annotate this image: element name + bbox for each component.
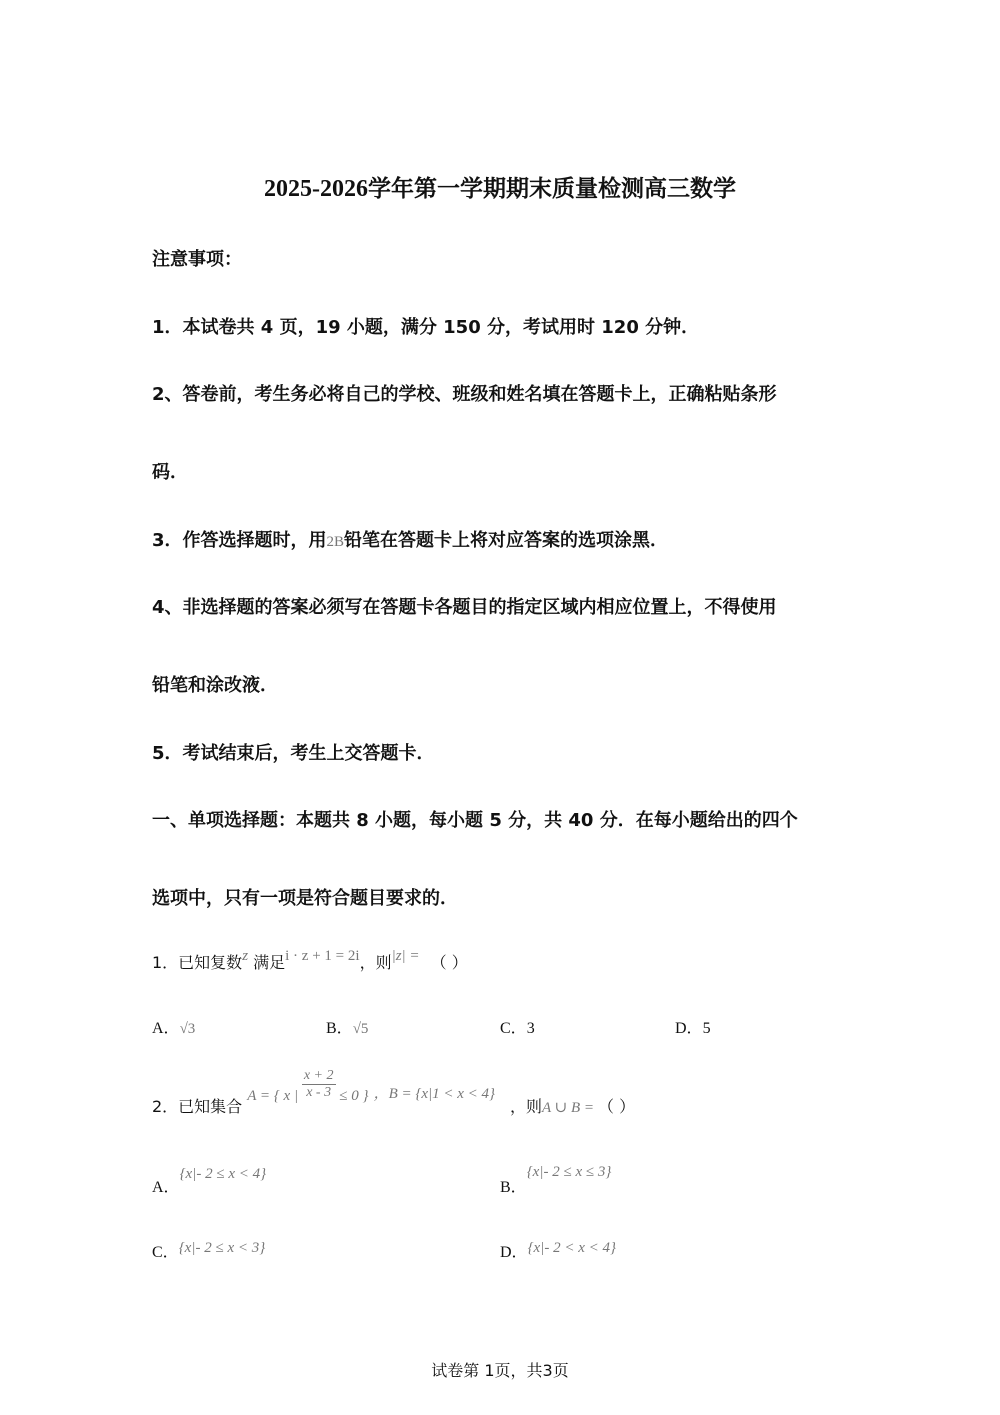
title-text: 学年第一学期期末质量检测高三数学 (368, 176, 736, 202)
note-3-pencil: 2B (326, 534, 345, 550)
q1-option-d-label: D． (675, 1020, 703, 1037)
q1-option-c (500, 1015, 535, 1038)
q2-option-d-label: D． (500, 1244, 528, 1261)
question-2 (152, 1068, 496, 1116)
q2-option-d-value: {x|- 2 < x < 4} (527, 1240, 616, 1256)
section1-heading-line1: 一、单项选择题：本题共 8 小题，每小题 5 分，共 40 分．在每小题给出的四个 (152, 810, 798, 831)
note-3 (152, 526, 668, 552)
q2-fraction (302, 1068, 336, 1101)
note-1: 1．本试卷共 4 页，19 小题，满分 150 分，考试用时 120 分钟． (152, 317, 700, 338)
question-1 (152, 950, 468, 973)
q1-abs: |z| = (391, 948, 420, 964)
q1-option-c-value: 3 (526, 1020, 535, 1037)
q1-paren: （ ） (430, 953, 468, 972)
q1-option-b-label: B． (326, 1020, 353, 1037)
q2-option-a-label: A． (152, 1179, 180, 1196)
q2-paren: （ ） (598, 1097, 636, 1116)
note-3-part2: 铅笔在答题卡上将对应答案的选项涂黑． (344, 530, 669, 551)
q2-option-b-value: {x|- 2 ≤ x ≤ 3} (526, 1164, 612, 1180)
q2-prefix: 2．已知集合 (152, 1097, 243, 1116)
q2-option-c-value: {x|- 2 ≤ x < 3} (178, 1240, 266, 1256)
q1-option-a-label: A． (152, 1020, 180, 1037)
q1-then: ，则 (359, 953, 392, 972)
note-4-line2: 铅笔和涂改液． (152, 675, 278, 696)
q1-prefix: 1．已知复数 (152, 953, 243, 972)
q2-option-a (152, 1160, 267, 1196)
q1-option-c-label: C． (500, 1020, 527, 1037)
q2-set-a-left: A = { x | (247, 1087, 299, 1104)
q2-expr: A ∪ B = (542, 1100, 595, 1116)
q2-option-c-label: C． (152, 1244, 179, 1261)
note-4-line1: 4、非选择题的答案必须写在答题卡各题目的指定区域内相应位置上，不得使用 (152, 597, 777, 618)
q2-fraction-numerator: x + 2 (303, 1068, 334, 1083)
section1-heading-line2: 选项中，只有一项是符合题目要求的． (152, 888, 458, 909)
q2-option-b (500, 1158, 612, 1196)
q2-fraction-denominator: x - 3 (306, 1085, 332, 1100)
title-year: 2025-2026 (264, 176, 368, 202)
q1-equation: i · z + 1 = 2i (285, 948, 360, 964)
q1-option-a (152, 1015, 195, 1038)
q2-set-b: ，B = {x|1 < x < 4} (373, 1086, 496, 1102)
q2-option-a-value: {x|- 2 ≤ x < 4} (179, 1166, 267, 1182)
q2-option-b-label: B． (500, 1179, 527, 1196)
note-5: 5．考试结束后，考生上交答题卡． (152, 743, 435, 764)
q2-set-a-right: ≤ 0 } (339, 1087, 369, 1104)
note-2-line1: 2、答卷前，考生务必将自己的学校、班级和姓名填在答题卡上，正确粘贴条形 (152, 384, 777, 405)
notes-heading: 注意事项： (152, 249, 242, 270)
q1-option-a-value: √3 (179, 1021, 196, 1037)
page-footer: 试卷第 1页，共3页 (431, 1361, 569, 1380)
note-3-part1: 3．作答选择题时，用 (152, 530, 327, 551)
note-2-line2: 码． (152, 462, 188, 483)
page-title (0, 170, 1000, 203)
q1-option-b (326, 1015, 368, 1038)
q1-option-d (675, 1015, 711, 1038)
q1-option-b-value: √5 (352, 1021, 369, 1037)
q1-option-d-value: 5 (702, 1020, 711, 1037)
q1-var: z (242, 948, 249, 964)
q2-tail (510, 1094, 635, 1117)
q1-mid: 满足 (253, 953, 286, 972)
q2-option-d (500, 1234, 616, 1261)
q2-then: ，则 (510, 1097, 543, 1116)
q2-set-a (247, 1068, 369, 1104)
q2-option-c (152, 1234, 266, 1261)
